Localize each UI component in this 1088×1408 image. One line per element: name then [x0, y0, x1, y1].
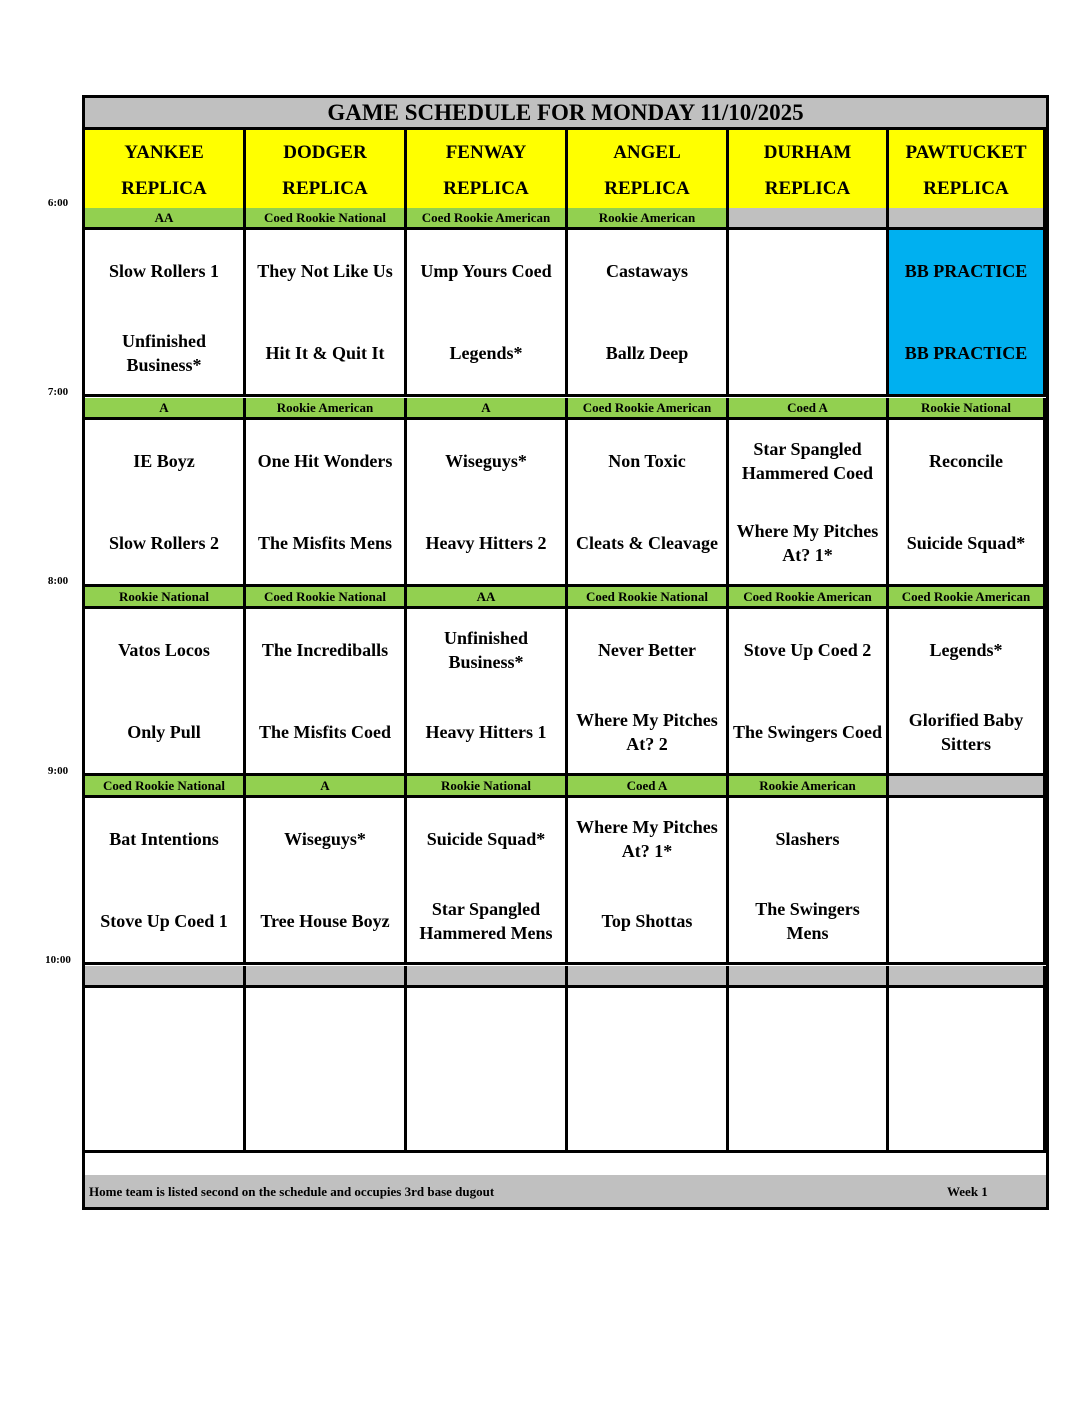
field-subtitle: REPLICA: [443, 178, 529, 199]
field-subtitle: REPLICA: [604, 178, 690, 199]
division-label: Coed A: [568, 776, 729, 798]
division-label: [246, 966, 407, 988]
game-cell: [246, 988, 407, 1153]
home-team: Suicide Squad*: [906, 533, 1026, 553]
division-label: Coed A: [729, 398, 889, 420]
game-cell: [407, 230, 568, 397]
away-team: Unfinished Business*: [443, 628, 529, 672]
game-cell: [729, 420, 889, 587]
division-label: A: [407, 398, 568, 420]
game-cell: [407, 609, 568, 776]
division-label: Coed Rookie American: [889, 587, 1046, 609]
time-label: 6:00: [47, 197, 69, 209]
game-cell: [568, 230, 729, 397]
game-cell: [729, 988, 889, 1153]
time-label: 10:00: [45, 954, 71, 966]
away-team: Castaways: [605, 261, 688, 281]
game-cell: [407, 988, 568, 1153]
home-team: Star Spangled Hammered Mens: [419, 899, 553, 943]
division-label: Coed Rookie National: [85, 776, 246, 798]
away-team: Wiseguys*: [284, 829, 366, 849]
division-label: [889, 966, 1046, 988]
away-team: Suicide Squad*: [426, 829, 546, 849]
home-team: Slow Rollers 2: [109, 533, 219, 553]
away-team: [889, 798, 1043, 880]
away-team: [889, 988, 1043, 1070]
time-label: 8:00: [47, 575, 69, 587]
away-team: Bat Intentions: [109, 829, 219, 849]
away-team: They Not Like Us: [257, 261, 393, 281]
away-team: Star Spangled Hammered Coed: [741, 439, 874, 483]
away-team: Never Better: [597, 640, 697, 660]
schedule-table: [82, 95, 1049, 1210]
game-cell: [568, 609, 729, 776]
home-team: [85, 1070, 243, 1152]
game-cell: [729, 230, 889, 397]
week-label: Week 1: [947, 1184, 988, 1199]
game-cell: [246, 420, 407, 587]
home-team: The Swingers Mens: [755, 899, 860, 943]
home-team: Stove Up Coed 1: [100, 911, 228, 931]
game-cell: [568, 988, 729, 1153]
away-team: Slow Rollers 1: [109, 261, 219, 281]
game-cell: [568, 420, 729, 587]
footer-note: Home team is listed second on the schedule and occupies 3rd base dugout: [89, 1184, 495, 1199]
away-team: Vatos Locos: [118, 640, 210, 660]
home-team: [246, 1070, 404, 1152]
home-team: Where My Pitches At? 1*: [736, 521, 879, 565]
division-label: [729, 966, 889, 988]
home-team: Heavy Hitters 1: [425, 722, 547, 742]
game-cell: [729, 798, 889, 965]
away-team: Non Toxic: [608, 451, 686, 471]
division-label: Rookie American: [729, 776, 889, 798]
division-label: AA: [85, 208, 246, 230]
game-cell: [246, 798, 407, 965]
away-team: [729, 988, 886, 1070]
field-name: DURHAM: [763, 142, 852, 163]
home-team: Top Shottas: [601, 911, 693, 931]
division-label: [407, 966, 568, 988]
home-team: BB PRACTICE: [889, 312, 1043, 394]
game-cell: [246, 609, 407, 776]
field-name: YANKEE: [124, 142, 204, 163]
division-label: [568, 966, 729, 988]
game-cell: [246, 230, 407, 397]
home-team: Heavy Hitters 2: [425, 533, 547, 553]
division-label: Coed Rookie American: [568, 398, 729, 420]
home-team: The Swingers Coed: [733, 722, 883, 742]
game-cell: [729, 609, 889, 776]
away-team: BB PRACTICE: [889, 230, 1043, 312]
division-label: A: [85, 398, 246, 420]
home-team: The Misfits Mens: [258, 533, 392, 553]
division-label: Coed Rookie National: [568, 587, 729, 609]
field-name: ANGEL: [613, 142, 681, 163]
game-cell: [568, 798, 729, 965]
home-team: Where My Pitches At? 2: [576, 710, 718, 754]
division-label: [889, 776, 1046, 798]
away-team: [407, 988, 565, 1070]
field-subtitle: REPLICA: [282, 178, 368, 199]
home-team: [729, 1070, 886, 1152]
home-team: Only Pull: [127, 722, 201, 742]
division-label: Coed Rookie American: [407, 208, 568, 230]
home-team: [889, 880, 1043, 962]
game-cell: [889, 988, 1046, 1153]
division-label: A: [246, 776, 407, 798]
division-label: Rookie American: [246, 398, 407, 420]
game-cell: [85, 230, 246, 397]
division-label: Rookie National: [85, 587, 246, 609]
field-name: PAWTUCKET: [905, 142, 1027, 163]
away-team: Legends*: [929, 640, 1003, 660]
game-cell: [889, 420, 1046, 587]
home-team: [568, 1070, 726, 1152]
away-team: [85, 988, 243, 1070]
footer-bar: [85, 1175, 1046, 1207]
time-label: 7:00: [47, 386, 69, 398]
game-cell: [889, 798, 1046, 965]
time-label: 9:00: [47, 765, 69, 777]
home-team: Unfinished Business*: [121, 331, 207, 375]
game-cell: [85, 988, 246, 1153]
home-team: Cleats & Cleavage: [576, 533, 718, 553]
home-team: Ballz Deep: [605, 343, 689, 363]
away-team: [568, 988, 726, 1070]
away-team: [729, 230, 886, 312]
field-subtitle: REPLICA: [764, 178, 851, 199]
division-label: AA: [407, 587, 568, 609]
division-label: Coed Rookie National: [246, 208, 407, 230]
home-team: Glorified Baby Sitters: [908, 710, 1024, 754]
home-team: [729, 312, 886, 394]
schedule-title: GAME SCHEDULE FOR MONDAY 11/10/2025: [85, 98, 1046, 130]
away-team: Reconcile: [929, 451, 1003, 471]
division-label: Rookie American: [568, 208, 729, 230]
home-team: [407, 1070, 565, 1152]
home-team: Tree House Boyz: [260, 911, 390, 931]
home-team: [889, 1070, 1043, 1152]
away-team: One Hit Wonders: [257, 451, 393, 471]
division-label: [85, 966, 246, 988]
field-subtitle: REPLICA: [121, 178, 207, 199]
game-cell: [889, 230, 1046, 397]
away-team: [246, 988, 404, 1070]
away-team: Wiseguys*: [445, 451, 527, 471]
away-team: Stove Up Coed 2: [743, 640, 872, 660]
game-cell: [85, 420, 246, 587]
division-label: Coed Rookie National: [246, 587, 407, 609]
division-label: [729, 208, 889, 230]
division-label: Rookie National: [889, 398, 1046, 420]
home-team: Legends*: [449, 343, 523, 363]
division-label: [889, 208, 1046, 230]
field-subtitle: REPLICA: [923, 178, 1009, 199]
away-team: Ump Yours Coed: [420, 261, 552, 281]
away-team: The Incrediballs: [261, 640, 389, 660]
game-cell: [889, 609, 1046, 776]
home-team: The Misfits Coed: [259, 722, 391, 742]
home-team: Hit It & Quit It: [265, 343, 385, 363]
division-label: Rookie National: [407, 776, 568, 798]
game-cell: [85, 609, 246, 776]
away-team: IE Boyz: [133, 451, 195, 471]
game-cell: [85, 798, 246, 965]
game-cell: [407, 798, 568, 965]
field-name: FENWAY: [445, 142, 527, 163]
game-cell: [407, 420, 568, 587]
division-label: Coed Rookie American: [729, 587, 889, 609]
field-name: DODGER: [283, 142, 367, 163]
away-team: Where My Pitches At? 1*: [576, 817, 718, 861]
away-team: Slashers: [775, 829, 840, 849]
